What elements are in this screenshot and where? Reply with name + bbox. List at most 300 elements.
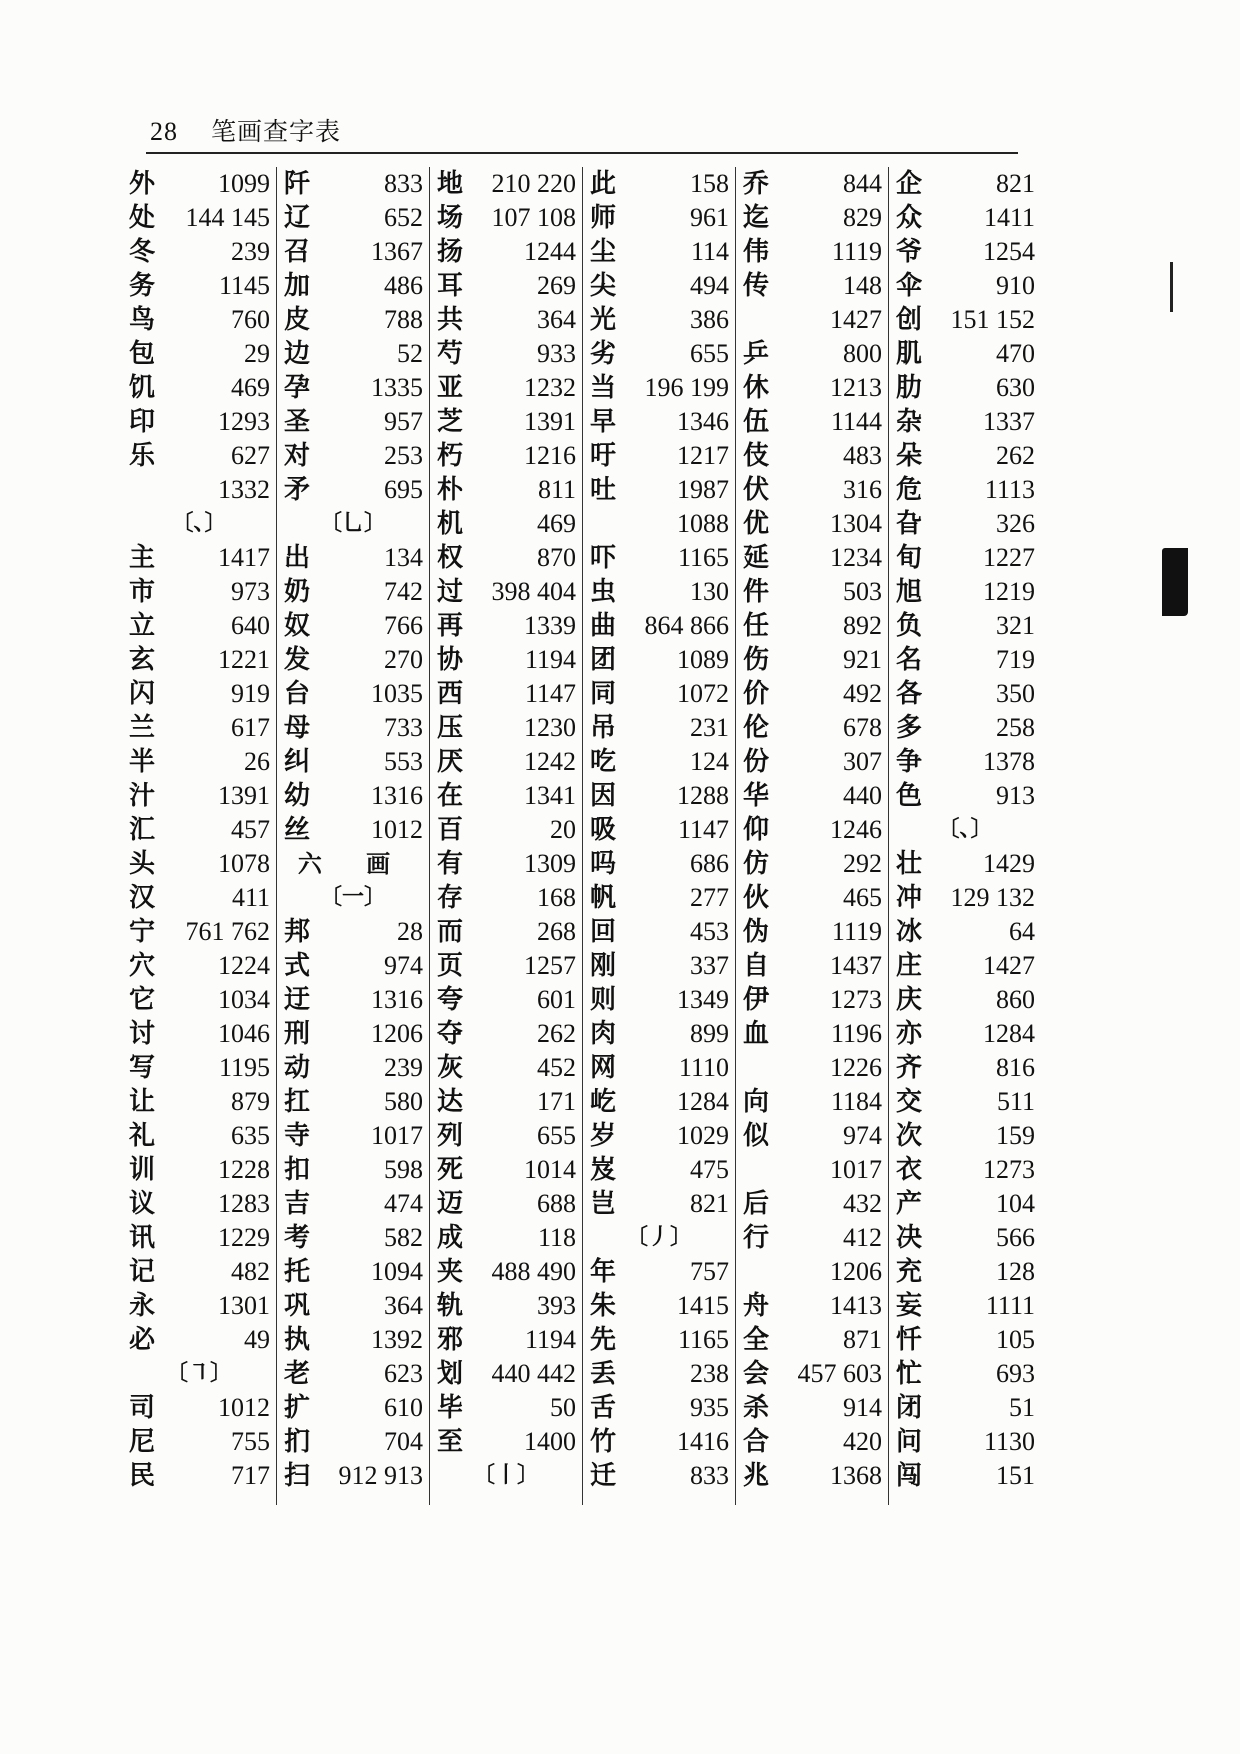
- index-entry: [277, 1221, 429, 1255]
- character: 记: [128, 1257, 155, 1287]
- page-ref: 393: [537, 1291, 576, 1320]
- page-ref: 566: [996, 1223, 1035, 1252]
- character: 处: [128, 203, 155, 233]
- index-entry: [430, 711, 582, 745]
- index-entry: [122, 779, 276, 813]
- character: 伞: [895, 271, 922, 301]
- character: 冲: [895, 883, 922, 913]
- section-heading: 〔乚〕: [319, 511, 386, 536]
- index-entry: [430, 371, 582, 405]
- character: 亚: [436, 373, 463, 403]
- page-ref: 1417: [218, 543, 270, 572]
- character: 邪: [436, 1325, 463, 1355]
- page-ref: 269: [537, 271, 576, 300]
- character: 冬: [128, 237, 155, 267]
- page-ref: 107 108: [491, 203, 576, 232]
- character: 让: [128, 1087, 155, 1117]
- index-entry: [122, 949, 276, 983]
- page-ref: 64: [1009, 917, 1035, 946]
- index-entry: [736, 167, 888, 201]
- character: 讨: [128, 1019, 155, 1049]
- character: 奴: [283, 611, 310, 641]
- page-ref: 601: [537, 985, 576, 1014]
- index-entry: [736, 745, 888, 779]
- character: 自: [742, 951, 769, 981]
- index-entry: [277, 473, 429, 507]
- character: 则: [589, 985, 616, 1015]
- character: 危: [895, 475, 922, 505]
- character: 杂: [895, 407, 922, 437]
- character: 市: [128, 577, 155, 607]
- page-ref: 1213: [830, 373, 882, 402]
- page-ref: 678: [843, 713, 882, 742]
- page-ref: 1165: [677, 543, 729, 572]
- page-ref: 453: [690, 917, 729, 946]
- index-entry: [122, 371, 276, 405]
- page-ref: 52: [397, 339, 423, 368]
- page-ref: 1012: [218, 1393, 270, 1422]
- character: 迈: [436, 1189, 463, 1219]
- page-ref: 627: [231, 441, 270, 470]
- index-entry: [430, 677, 582, 711]
- character: 休: [742, 373, 769, 403]
- page-ref: 1195: [218, 1053, 270, 1082]
- index-entry: [736, 609, 888, 643]
- index-entry: [583, 167, 735, 201]
- page-ref: 870: [537, 543, 576, 572]
- character: 死: [436, 1155, 463, 1185]
- character: 芝: [436, 407, 463, 437]
- index-entry: [277, 541, 429, 575]
- index-entry: [889, 541, 1041, 575]
- page-ref: 811: [537, 475, 576, 504]
- page-ref: 492: [843, 679, 882, 708]
- index-entry: [122, 983, 276, 1017]
- index-entry: [889, 167, 1041, 201]
- character: 闭: [895, 1393, 922, 1423]
- index-entry: [277, 1051, 429, 1085]
- index-entry: [736, 881, 888, 915]
- character: 老: [283, 1359, 310, 1389]
- page-ref: 511: [996, 1087, 1035, 1116]
- character: 鸟: [128, 305, 155, 335]
- character: 页: [436, 951, 463, 981]
- character: 乐: [128, 441, 155, 471]
- page-ref: 1316: [371, 781, 423, 810]
- index-entry: [889, 1187, 1041, 1221]
- index-entry: [889, 473, 1041, 507]
- index-entry: [122, 1153, 276, 1187]
- page-ref: 159: [996, 1121, 1035, 1150]
- character: 芍: [436, 339, 463, 369]
- character: 印: [128, 407, 155, 437]
- page-ref: 742: [384, 577, 423, 606]
- index-entry: [889, 235, 1041, 269]
- character: 行: [742, 1223, 769, 1253]
- character: 轨: [436, 1291, 463, 1321]
- page-ref: 704: [384, 1427, 423, 1456]
- character: 民: [128, 1461, 155, 1491]
- page-ref: 1392: [371, 1325, 423, 1354]
- index-entry: [583, 1085, 735, 1119]
- index-entry: [736, 1085, 888, 1119]
- character: 宁: [128, 917, 155, 947]
- page-ref: 475: [690, 1155, 729, 1184]
- margin-ink-blot: [1162, 548, 1188, 616]
- index-entry: [736, 643, 888, 677]
- character: 辽: [283, 203, 310, 233]
- index-column-1: [122, 167, 277, 1505]
- index-entry: [889, 915, 1041, 949]
- index-entry: [430, 269, 582, 303]
- index-entry: [583, 1323, 735, 1357]
- index-entry: [122, 915, 276, 949]
- character: 巩: [283, 1291, 310, 1321]
- index-entry: [889, 609, 1041, 643]
- page-ref: 973: [231, 577, 270, 606]
- index-entry: [277, 1289, 429, 1323]
- character: 吉: [283, 1189, 310, 1219]
- character: 吓: [589, 543, 616, 573]
- index-entry: [430, 1357, 582, 1391]
- index-entry: [583, 337, 735, 371]
- character: 光: [589, 305, 616, 335]
- index-entry: [583, 235, 735, 269]
- character: 庄: [895, 951, 922, 981]
- character: 母: [283, 713, 310, 743]
- character: 后: [742, 1189, 769, 1219]
- page-ref: 26: [244, 747, 270, 776]
- page-ref: 118: [537, 1223, 576, 1252]
- page-ref: 1341: [524, 781, 576, 810]
- character: 各: [895, 679, 922, 709]
- page-ref: 128: [996, 1257, 1035, 1286]
- page-ref: 262: [537, 1019, 576, 1048]
- page-ref: 270: [384, 645, 423, 674]
- index-entry: [277, 1425, 429, 1459]
- index-entry: [122, 1119, 276, 1153]
- index-entry: [430, 167, 582, 201]
- page-ref: 1400: [524, 1427, 576, 1456]
- index-entry: [277, 405, 429, 439]
- character: 年: [589, 1257, 616, 1287]
- page-ref: 49: [244, 1325, 270, 1354]
- page-ref: 1304: [830, 509, 882, 538]
- character: 训: [128, 1155, 155, 1185]
- character: 主: [128, 543, 155, 573]
- character: 场: [436, 203, 463, 233]
- page-ref: 1987: [677, 475, 729, 504]
- character: 有: [436, 849, 463, 879]
- page-ref: 469: [231, 373, 270, 402]
- page-ref: 871: [843, 1325, 882, 1354]
- page-ref: 912 913: [338, 1461, 423, 1490]
- index-entry: [889, 1323, 1041, 1357]
- index-entry: [736, 1289, 888, 1323]
- index-entry: [736, 439, 888, 473]
- index-entry: [277, 643, 429, 677]
- character: 汇: [128, 815, 155, 845]
- page-ref: 788: [384, 305, 423, 334]
- page-ref: 238: [690, 1359, 729, 1388]
- character: 朴: [436, 475, 463, 505]
- page-ref: 1094: [371, 1257, 423, 1286]
- page-ref: 210 220: [491, 169, 576, 198]
- character: 乒: [742, 339, 769, 369]
- page-ref: 598: [384, 1155, 423, 1184]
- index-entry: [277, 779, 429, 813]
- page-ref: 158: [690, 169, 729, 198]
- character: 优: [742, 509, 769, 539]
- page-ref: 321: [996, 611, 1035, 640]
- character: 压: [436, 713, 463, 743]
- index-entry: [430, 337, 582, 371]
- index-entry: [889, 405, 1041, 439]
- page-title: 笔画查字表: [210, 117, 341, 146]
- character: 当: [589, 373, 616, 403]
- page-ref: 1113: [984, 475, 1035, 504]
- page-ref: 253: [384, 441, 423, 470]
- index-entry: [430, 779, 582, 813]
- page-header: [150, 112, 341, 148]
- index-entry: [583, 745, 735, 779]
- character: 亦: [895, 1019, 922, 1049]
- page-ref: 452: [537, 1053, 576, 1082]
- page-ref: 262: [996, 441, 1035, 470]
- page-ref: 1242: [524, 747, 576, 776]
- index-entry: [430, 1153, 582, 1187]
- character: 伤: [742, 645, 769, 675]
- index-entry: [583, 371, 735, 405]
- page-ref: 1029: [677, 1121, 729, 1150]
- character: 众: [895, 203, 922, 233]
- character: 汉: [128, 883, 155, 913]
- page-ref: 1078: [218, 849, 270, 878]
- character: 竹: [589, 1427, 616, 1457]
- character: 屹: [589, 1087, 616, 1117]
- character: 迁: [589, 1461, 616, 1491]
- character: 伊: [742, 985, 769, 1015]
- index-entry: [430, 949, 582, 983]
- page-ref: 1368: [830, 1461, 882, 1490]
- page-ref: 582: [384, 1223, 423, 1252]
- page-ref: 1391: [218, 781, 270, 810]
- page-ref: 171: [537, 1087, 576, 1116]
- index-entry: [430, 1085, 582, 1119]
- character: 尘: [589, 237, 616, 267]
- index-entry: [889, 1017, 1041, 1051]
- character: 扩: [283, 1393, 310, 1423]
- index-entry: [277, 1255, 429, 1289]
- index-entry: [736, 847, 888, 881]
- character: 冰: [895, 917, 922, 947]
- character: 地: [436, 169, 463, 199]
- index-entry: [583, 507, 735, 541]
- section-heading: 〔、〕: [171, 511, 227, 536]
- character: 虫: [589, 577, 616, 607]
- index-entry: [583, 677, 735, 711]
- page-ref: 1119: [831, 917, 882, 946]
- character: 它: [128, 985, 155, 1015]
- page-ref: 1184: [830, 1087, 882, 1116]
- character: 创: [895, 305, 922, 335]
- page-ref: 957: [384, 407, 423, 436]
- character: 吁: [589, 441, 616, 471]
- page-ref: 307: [843, 747, 882, 776]
- character: 旮: [895, 509, 922, 539]
- character: 乔: [742, 169, 769, 199]
- character: 朽: [436, 441, 463, 471]
- page-ref: 470: [996, 339, 1035, 368]
- character: 肉: [589, 1019, 616, 1049]
- character: 协: [436, 645, 463, 675]
- character: 边: [283, 339, 310, 369]
- index-entry: [277, 303, 429, 337]
- index-entry: [889, 949, 1041, 983]
- character: 刑: [283, 1019, 310, 1049]
- index-entry: [430, 1255, 582, 1289]
- index-entry: [430, 575, 582, 609]
- character: 朵: [895, 441, 922, 471]
- page-ref: 1337: [983, 407, 1035, 436]
- page-ref: 1221: [218, 645, 270, 674]
- page-ref: 474: [384, 1189, 423, 1218]
- character: 动: [283, 1053, 310, 1083]
- page-ref: 258: [996, 713, 1035, 742]
- page-ref: 465: [843, 883, 882, 912]
- index-entry: [736, 1119, 888, 1153]
- index-entry: [736, 1221, 888, 1255]
- character: 必: [128, 1325, 155, 1355]
- index-entry: [736, 575, 888, 609]
- page-ref: 1230: [524, 713, 576, 742]
- page-ref: 337: [690, 951, 729, 980]
- index-entry: [122, 1459, 276, 1493]
- index-entry: [583, 915, 735, 949]
- character: 产: [895, 1189, 922, 1219]
- index-entry: [583, 609, 735, 643]
- index-entry: [430, 201, 582, 235]
- page-ref: 1165: [677, 1325, 729, 1354]
- page-ref: 398 404: [491, 577, 576, 606]
- character: 岂: [589, 1189, 616, 1219]
- page-ref: 879: [231, 1087, 270, 1116]
- character: 成: [436, 1223, 463, 1253]
- index-entry: [583, 813, 735, 847]
- index-entry: [122, 1187, 276, 1221]
- index-entry: [277, 745, 429, 779]
- page-ref: 1088: [677, 509, 729, 538]
- index-entry: [122, 847, 276, 881]
- character: 厌: [436, 747, 463, 777]
- index-column-5: [736, 167, 889, 1505]
- index-entry: [889, 1459, 1041, 1493]
- page-ref: 432: [843, 1189, 882, 1218]
- page-ref: 860: [996, 985, 1035, 1014]
- page-ref: 292: [843, 849, 882, 878]
- character: 传: [742, 271, 769, 301]
- character: 出: [283, 543, 310, 573]
- index-entry: [122, 1017, 276, 1051]
- character: 伎: [742, 441, 769, 471]
- character: 多: [895, 713, 922, 743]
- page-ref: 623: [384, 1359, 423, 1388]
- character: 岁: [589, 1121, 616, 1151]
- page-ref: 411: [231, 883, 270, 912]
- index-entry: [277, 711, 429, 745]
- index-entry: [122, 745, 276, 779]
- page-ref: 326: [996, 509, 1035, 538]
- character: 团: [589, 645, 616, 675]
- character: 吗: [589, 849, 616, 879]
- page-ref: 1293: [218, 407, 270, 436]
- character: 忙: [895, 1359, 922, 1389]
- character: 旭: [895, 577, 922, 607]
- page-ref: 1232: [524, 373, 576, 402]
- character: 邦: [283, 917, 310, 947]
- character: 圣: [283, 407, 310, 437]
- page-ref: 151: [996, 1461, 1035, 1490]
- index-entry: [122, 303, 276, 337]
- index-entry: [583, 711, 735, 745]
- character: 庆: [895, 985, 922, 1015]
- page-ref: 1246: [830, 815, 882, 844]
- index-entry: [122, 643, 276, 677]
- page-ref: 635: [231, 1121, 270, 1150]
- page-ref: 130: [690, 577, 729, 606]
- index-entry: [736, 1391, 888, 1425]
- page-ref: 1147: [677, 815, 729, 844]
- character: 刚: [589, 951, 616, 981]
- character: 件: [742, 577, 769, 607]
- index-entry: [583, 1459, 735, 1493]
- index-entry: [122, 201, 276, 235]
- page-ref: 1254: [983, 237, 1035, 266]
- page-ref: 1288: [677, 781, 729, 810]
- character: 血: [742, 1019, 769, 1049]
- character: 在: [436, 781, 463, 811]
- character: 曲: [589, 611, 616, 641]
- character: 会: [742, 1359, 769, 1389]
- index-entry: [277, 1153, 429, 1187]
- page-ref: 755: [231, 1427, 270, 1456]
- index-entry: [889, 507, 1041, 541]
- index-entry: [277, 1119, 429, 1153]
- index-entry: [277, 983, 429, 1017]
- page-ref: 1427: [830, 305, 882, 334]
- character: 头: [128, 849, 155, 879]
- character: 列: [436, 1121, 463, 1151]
- page-ref: 50: [550, 1393, 576, 1422]
- page-ref: 488 490: [491, 1257, 576, 1286]
- index-entry: [122, 881, 276, 915]
- page-ref: 1244: [524, 237, 576, 266]
- index-entry: [583, 983, 735, 1017]
- page-ref: 1206: [371, 1019, 423, 1048]
- page-ref: 1046: [218, 1019, 270, 1048]
- page-ref: 1035: [371, 679, 423, 708]
- page-ref: 1437: [830, 951, 882, 980]
- character: 回: [589, 917, 616, 947]
- character: 扫: [283, 1461, 310, 1491]
- index-entry: [889, 371, 1041, 405]
- index-entry: [736, 1459, 888, 1493]
- page-ref: 486: [384, 271, 423, 300]
- index-entry: [277, 609, 429, 643]
- character: 扬: [436, 237, 463, 267]
- index-entry: [277, 1085, 429, 1119]
- character: 西: [436, 679, 463, 709]
